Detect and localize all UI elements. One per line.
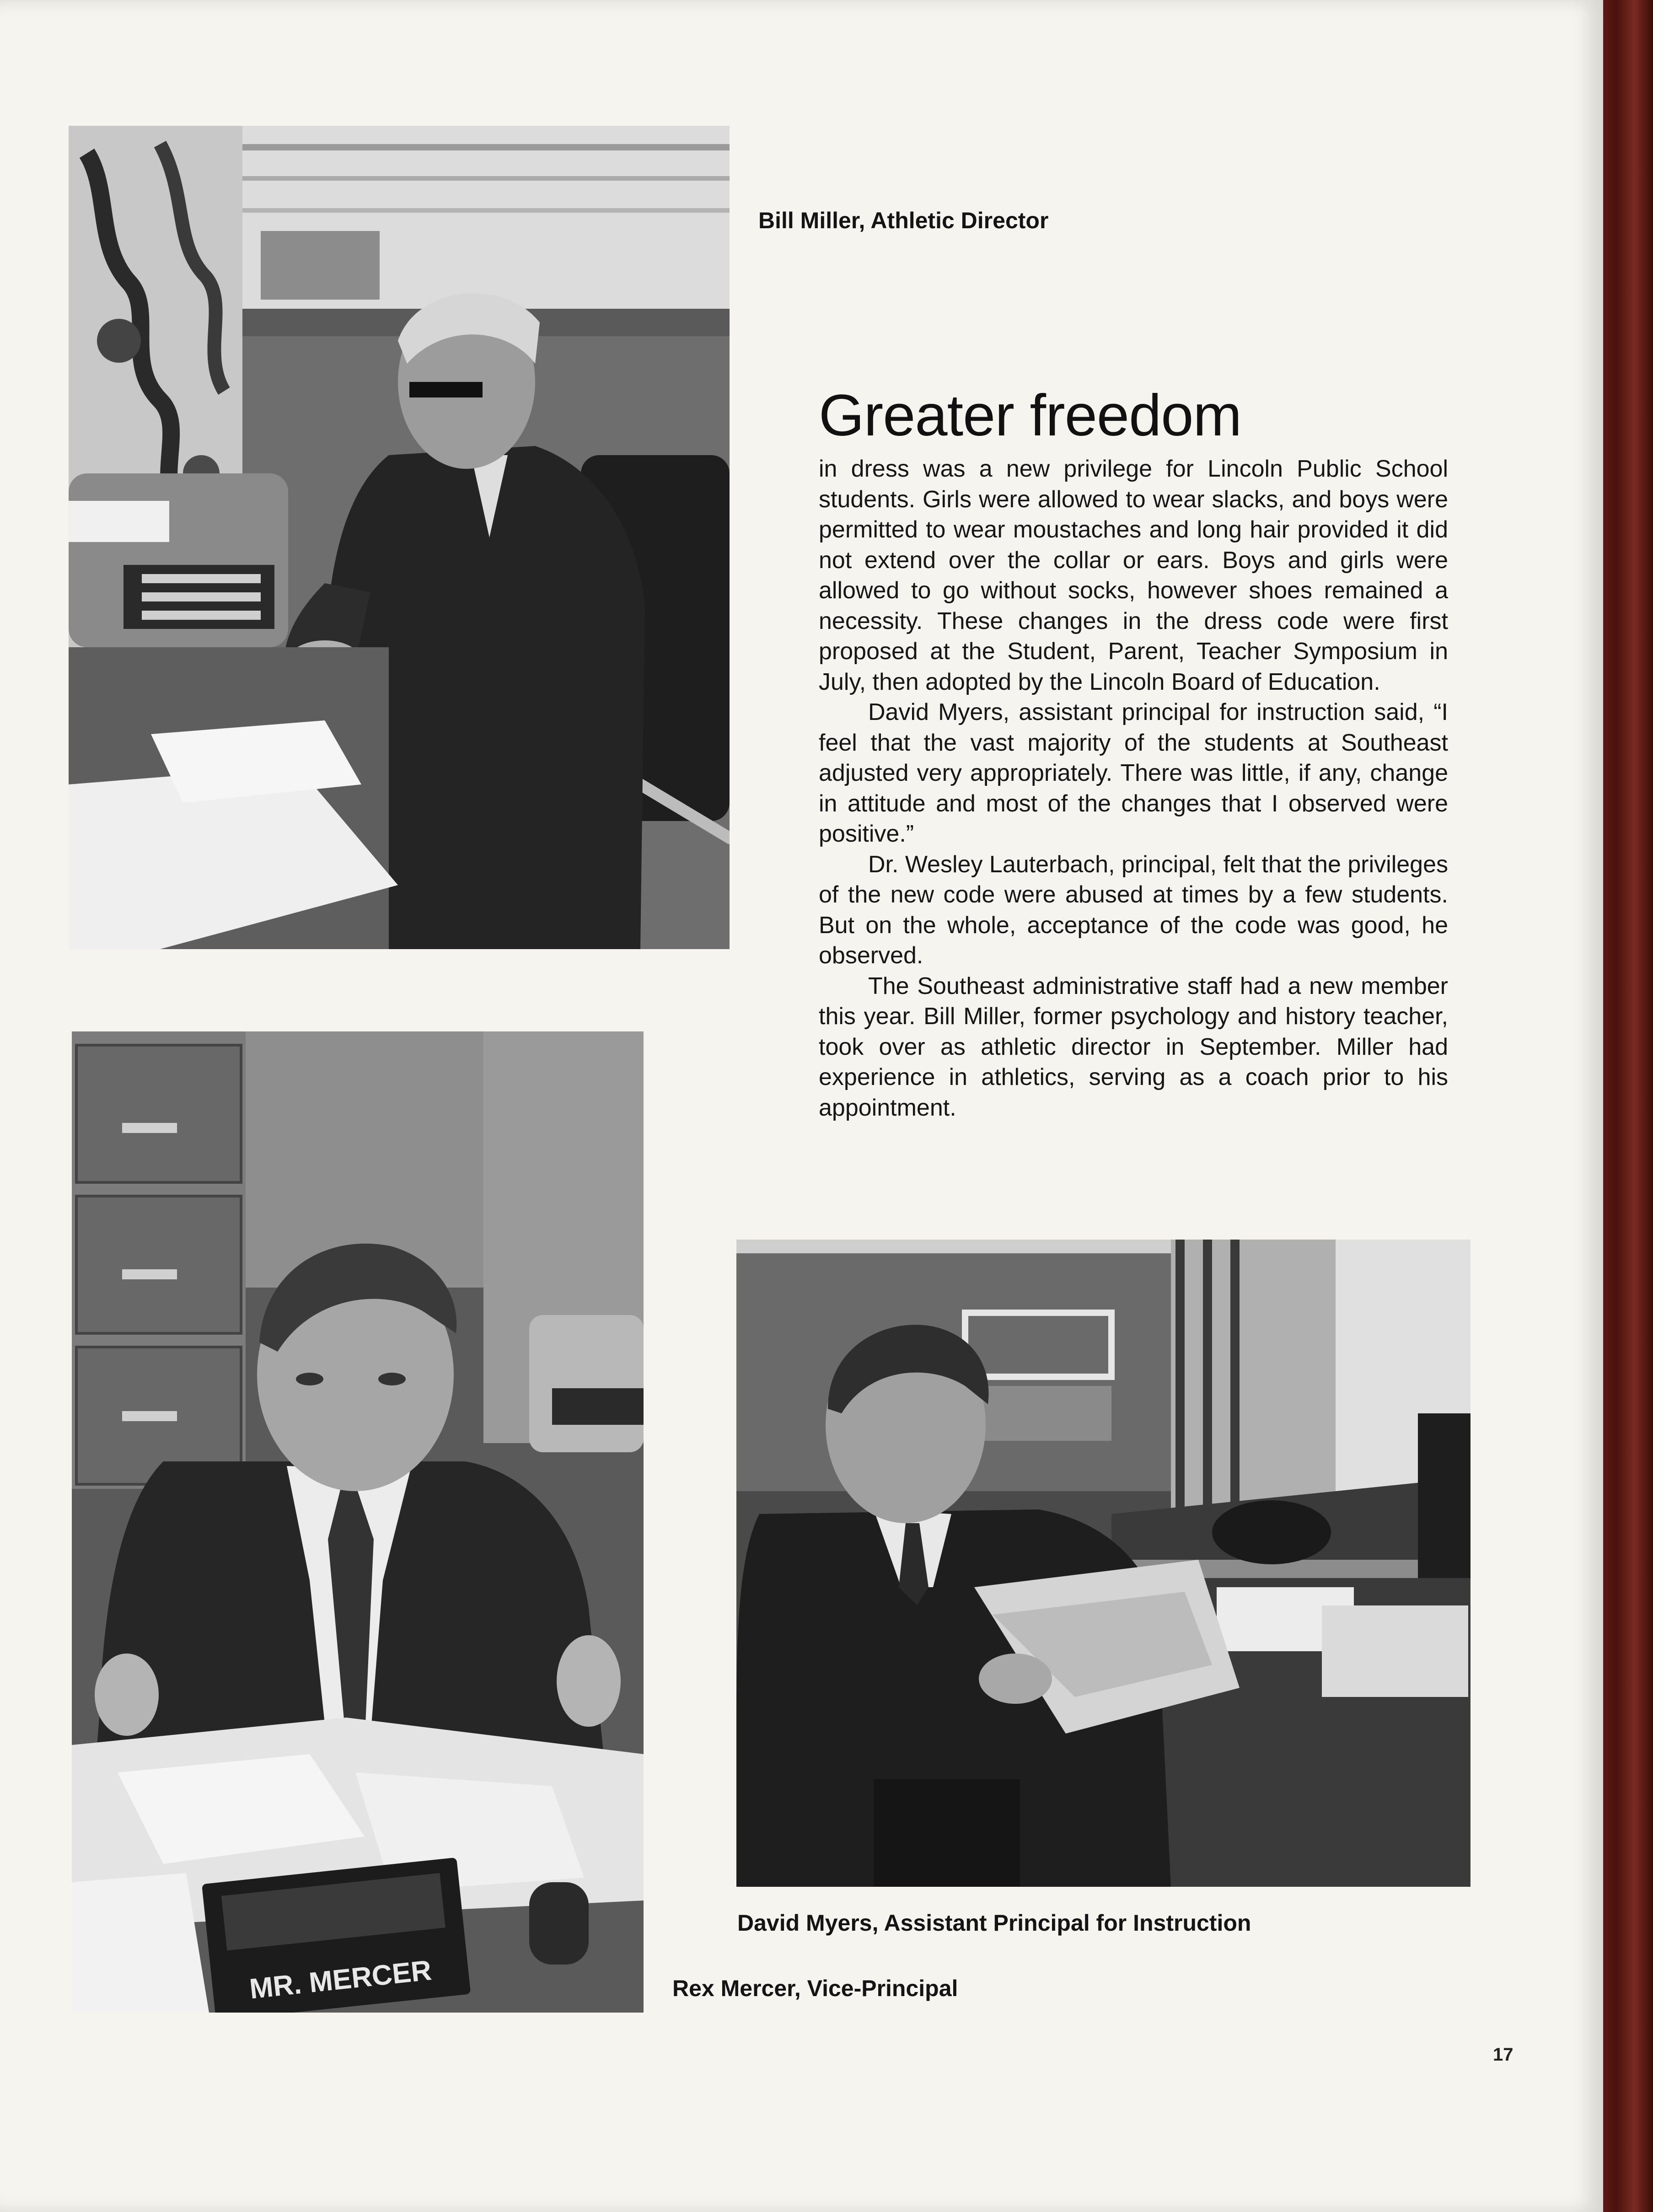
caption-rex-mercer: Rex Mercer, Vice-Principal (672, 1976, 958, 2001)
photo-david-myers-image (736, 1240, 1471, 1887)
article-headline: Greater freedom (819, 383, 1242, 448)
photo-david-myers (736, 1240, 1471, 1887)
photo-bill-miller-image (69, 126, 730, 949)
article-paragraph-1: in dress was a new privilege for Lincoln Public School students. Girls were allowed to wear slacks, and boys were permitted to wear moustaches and long hair provided it did not extend over the collar or ears. Boys and girls were allowed to go without socks, however shoes remained a necessity. These changes in the dress code were first proposed at the Student, Parent, Teacher Symposium in July, then adopted by the Lincoln Board of Education. (819, 456, 1448, 695)
nameplate-text: MR. MERCER (248, 1954, 433, 2005)
photo-bill-miller (69, 126, 730, 949)
article-paragraph-4: The Southeast administrative staff had a new member this year. Bill Miller, former psychology and history teacher, took over as athletic director in September. Miller had experience in athletics, serving as a coach prior to his appointment. (819, 972, 1448, 1121)
caption-bill-miller: Bill Miller, Athletic Director (758, 208, 1049, 233)
article-paragraph-3: Dr. Wesley Lauterbach, principal, felt that the privileges of the new code were abused at times by a few students. But on the whole, acceptance of the code was good, he observed. (819, 851, 1448, 969)
page-number: 17 (1493, 2045, 1513, 2065)
photo-rex-mercer-image (72, 1031, 644, 2013)
article-paragraph-2: David Myers, assistant principal for instruction said, “I feel that the vast majority of the students at Southeast adjusted very appropriately. There was little, if any, change in attitude and most of the changes that I observed were positive.” (819, 699, 1448, 847)
photo-rex-mercer (72, 1031, 644, 2013)
article-body (819, 454, 1448, 1123)
caption-david-myers: David Myers, Assistant Principal for Instruction (737, 1910, 1251, 1936)
